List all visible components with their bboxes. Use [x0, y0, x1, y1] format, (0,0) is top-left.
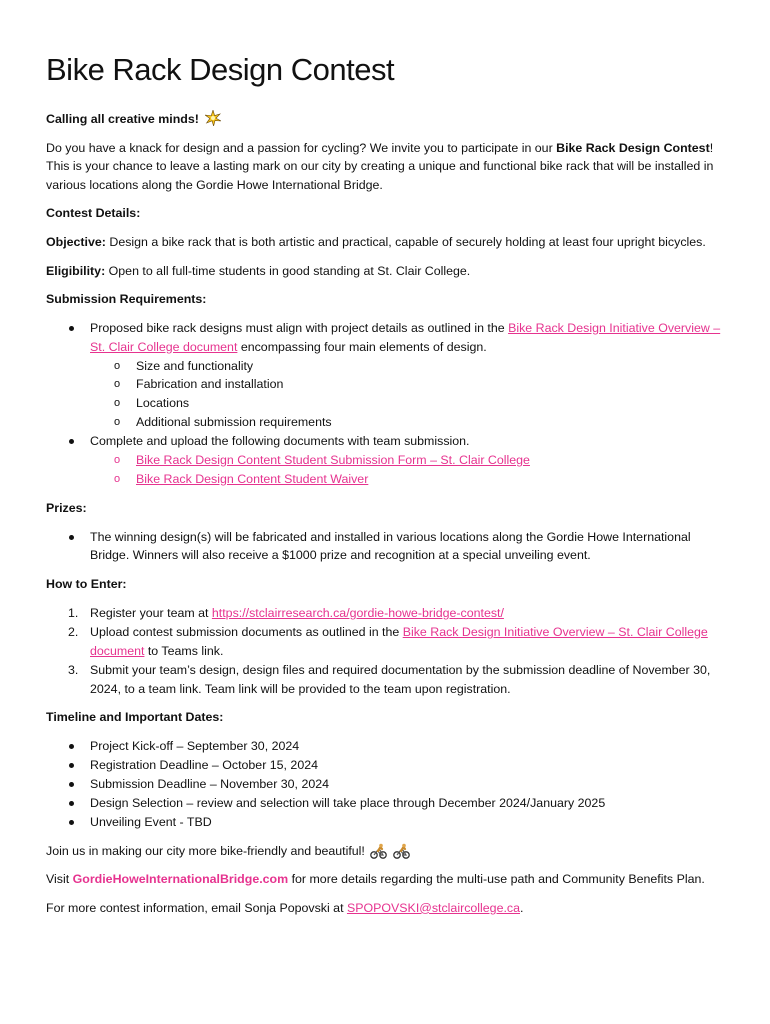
bullet-icon	[69, 744, 74, 749]
timeline-text: Unveiling Event - TBD	[90, 814, 212, 829]
timeline-text: Project Kick-off – September 30, 2024	[90, 739, 300, 754]
list-item	[46, 413, 722, 432]
prizes-list	[46, 528, 722, 566]
list-number: 1.	[68, 605, 79, 620]
visit-paragraph	[46, 870, 722, 889]
intro-text-2: ! This is your chance to leave a lasting mark on our city by creating a unique and functional bike rack that will be installed in various locations along the Gordie Howe International Bridge.	[46, 140, 714, 192]
list-item	[46, 451, 722, 470]
sub-item-text: Additional submission requirements	[136, 415, 332, 430]
list-item	[46, 375, 722, 394]
eligibility-paragraph	[46, 262, 722, 281]
submission-heading: Submission Requirements:	[46, 292, 207, 307]
submission-item1-post: encompassing four main elements of design.	[237, 339, 487, 354]
intro-text-1: Do you have a knack for design and a passion for cycling? We invite you to participate in our	[46, 140, 557, 155]
contact-text: For more contest information, email Sonja Popovski at	[46, 900, 347, 915]
timeline-heading: Timeline and Important Dates:	[46, 710, 224, 725]
cyclist-icon	[370, 843, 387, 859]
how-item3-text: Submit your team’s design, design files and required documentation by the submission deadline of November 30, 2024, to a team link. Team link will be provided to the team upon registration.	[90, 662, 711, 696]
bridge-website-link[interactable]: GordieHoweInternationalBridge.com	[72, 872, 289, 887]
list-item	[46, 394, 722, 413]
list-item	[46, 737, 722, 756]
join-text: Join us in making our city more bike-friendly and beautiful!	[46, 843, 365, 858]
student-waiver-link[interactable]: Bike Rack Design Content Student Waiver	[136, 472, 369, 486]
submission-item1-text: Proposed bike rack designs must align with project details as outlined in the	[90, 320, 509, 335]
list-item	[46, 319, 722, 357]
list-number: 3.	[68, 662, 79, 677]
sub-bullet-icon: o	[114, 416, 121, 429]
sub-bullet-icon: o	[114, 473, 121, 485]
overview-document-link-2[interactable]: Bike Rack Design Initiative Overview – St. Clair College document	[90, 624, 708, 658]
timeline-list	[46, 737, 722, 832]
sub-bullet-icon: o	[114, 397, 121, 410]
visit-post-text: for more details regarding the multi-use path and Community Benefits Plan.	[288, 872, 705, 887]
list-item	[46, 604, 722, 623]
email-link[interactable]: SPOPOVSKI@stclaircollege.ca	[346, 900, 520, 915]
list-item	[46, 813, 722, 832]
sub-item-text: Size and functionality	[136, 358, 254, 373]
timeline-text: Registration Deadline – October 15, 2024	[90, 757, 318, 772]
intro-heading-text: Calling all creative minds!	[46, 112, 199, 126]
objective-text: Design a bike rack that is both artistic and practical, capable of securely holding at least four upright bicycles.	[105, 234, 706, 249]
bullet-icon	[69, 782, 74, 787]
how-item2-post: to Teams link.	[144, 643, 224, 658]
bullet-icon	[69, 439, 74, 444]
bullet-icon	[69, 763, 74, 768]
how-item2-text: Upload contest submission documents as outlined in the	[90, 624, 403, 639]
bullet-icon	[69, 801, 74, 806]
contact-post-text: .	[520, 900, 524, 915]
sparkle-icon	[205, 110, 221, 126]
page-title: Bike Rack Design Contest	[46, 52, 395, 87]
join-paragraph	[46, 842, 722, 861]
list-item	[46, 661, 722, 699]
objective-label: Objective:	[46, 234, 106, 249]
list-item	[46, 432, 722, 451]
list-item	[46, 528, 722, 566]
visit-text: Visit	[46, 872, 73, 887]
how-to-enter-list	[46, 604, 722, 699]
list-item	[46, 756, 722, 775]
objective-paragraph	[46, 233, 722, 252]
list-number: 2.	[68, 624, 79, 639]
submission-list	[46, 319, 722, 489]
sub-bullet-icon: o	[114, 378, 121, 391]
eligibility-label: Eligibility:	[46, 263, 106, 278]
intro-contest-name: Bike Rack Design Contest	[556, 140, 710, 155]
submission-item2-text: Complete and upload the following documents with team submission.	[90, 434, 470, 449]
list-item	[46, 775, 722, 794]
overview-document-link[interactable]: Bike Rack Design Initiative Overview – St. Clair College document	[90, 320, 721, 354]
list-item	[46, 794, 722, 813]
list-item	[46, 357, 722, 376]
how-to-enter-heading: How to Enter:	[46, 577, 127, 592]
how-item1-text: Register your team at	[90, 605, 212, 620]
intro-heading	[46, 110, 722, 129]
contact-paragraph	[46, 899, 722, 918]
registration-link[interactable]: https://stclairresearch.ca/gordie-howe-bridge-contest/	[211, 605, 504, 620]
list-item	[46, 470, 722, 489]
bullet-icon	[69, 820, 74, 825]
bullet-icon	[69, 535, 74, 540]
sub-bullet-icon: o	[114, 454, 121, 467]
sub-item-text: Locations	[136, 396, 190, 411]
timeline-text: Design Selection – review and selection will take place through December 2024/January 2025	[90, 795, 606, 810]
sub-bullet-icon: o	[114, 359, 121, 372]
submission-form-link[interactable]: Bike Rack Design Content Student Submission Form – St. Clair College	[136, 453, 530, 468]
eligibility-text: Open to all full-time students in good standing at St. Clair College.	[105, 263, 471, 278]
list-item	[46, 623, 722, 661]
timeline-text: Submission Deadline – November 30, 2024	[90, 776, 330, 791]
sub-item-text: Fabrication and installation	[136, 377, 284, 392]
cyclist-icon	[393, 843, 410, 859]
prizes-text: The winning design(s) will be fabricated and installed in various locations along the Gordie Howe International Bridge. Winners will also receive a $1000 prize and recognition at a special unveiling event.	[90, 529, 691, 563]
bullet-icon	[69, 326, 74, 331]
intro-paragraph	[46, 139, 722, 195]
prizes-heading: Prizes:	[46, 500, 87, 515]
contest-details-heading: Contest Details:	[46, 206, 141, 221]
